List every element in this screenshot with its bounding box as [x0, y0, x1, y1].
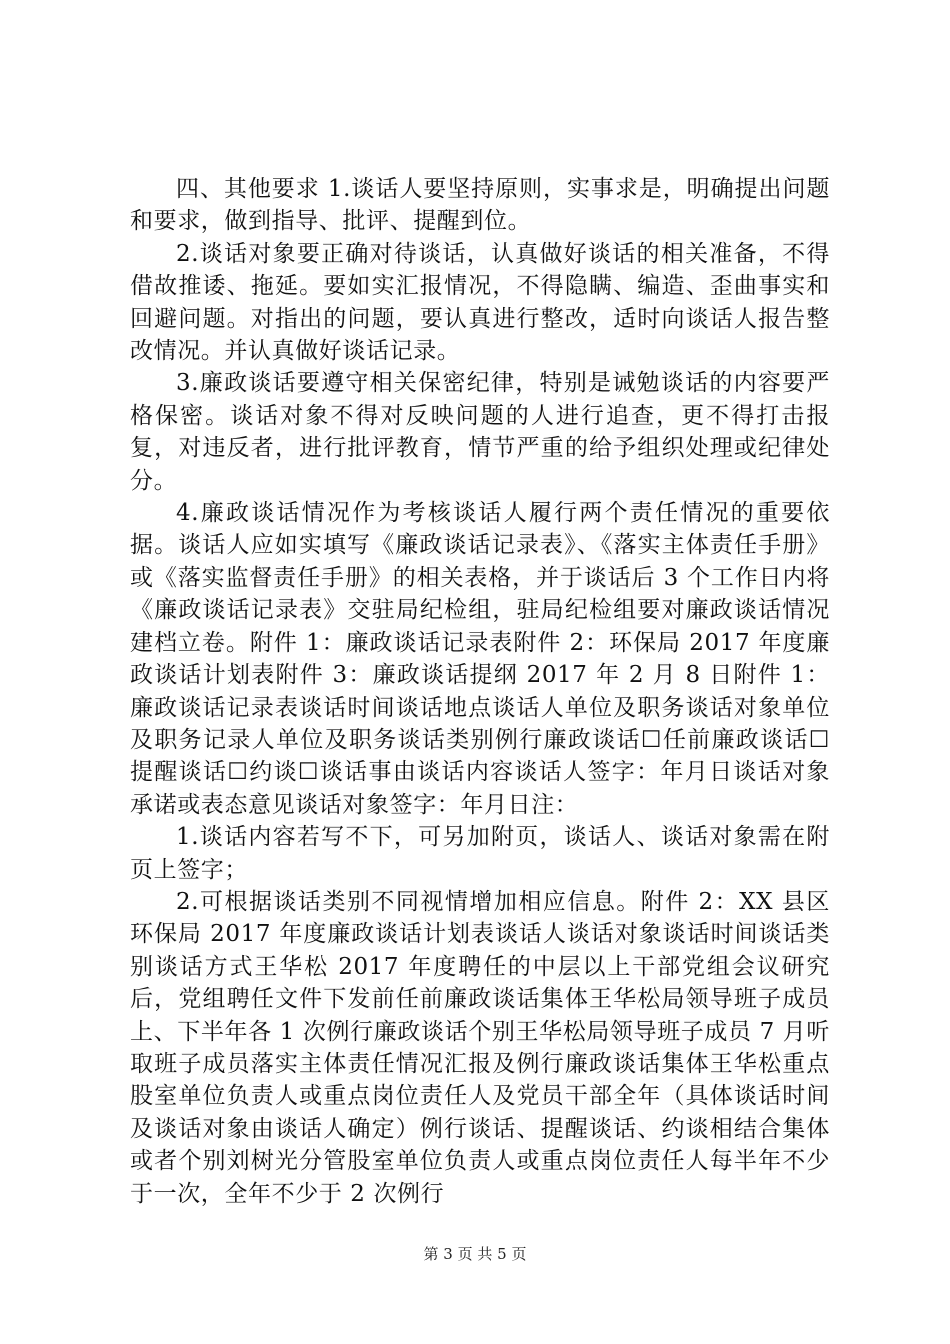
- page-footer: 第 3 页 共 5 页: [423, 1245, 527, 1263]
- paragraph-requirement-2: 2.谈话对象要正确对待谈话，认真做好谈话的相关准备，不得借故推诿、拖延。要如实汇报情况，不得隐瞒、编造、歪曲事实和回避问题。对指出的问题，要认真进行整改，适时向谈话人报告整改情况。并认真做好谈话记录。: [130, 240, 830, 365]
- body-text: [130, 173, 830, 1210]
- paragraph-note-2: 2.可根据谈话类别不同视情增加相应信息。附件 2：XX 县区环保局 2017 年度廉政谈话计划表谈话人谈话对象谈话时间谈话类别谈话方式王华松 2017 年度聘任的中层以上干部党组会议研究后，党组聘任文件下发前任前廉政谈话集体王华松局领导班子成员上、下半年各 1 次例行廉政谈话个别王华松局领导班子成员 7 月听取班子成员落实主体责任情况汇报及例行廉政谈话集体王华松重点股室单位负责人或重点岗位责任人及党员干部全年（具体谈话时间及谈话对象由谈话人确定）例行谈话、提醒谈话、约谈相结合集体或者个别刘树光分管股室单位负责人或重点岗位责任人每半年不少于一次，全年不少于 2 次例行: [130, 888, 830, 1207]
- paragraph-note-1: 1.谈话内容若写不下，可另加附页，谈话人、谈话对象需在附页上签字；: [130, 824, 830, 883]
- paragraph-requirement-4: 4.廉政谈话情况作为考核谈话人履行两个责任情况的重要依据。谈话人应如实填写《廉政谈话记录表》、《落实主体责任手册》或《落实监督责任手册》的相关表格，并于谈话后 3 个工作日内将《廉政谈话记录表》交驻局纪检组，驻局纪检组要对廉政谈话情况建档立卷。附件 1：廉政谈话记录表附件 2：环保局 2017 年度廉政谈话计划表附件 3：廉政谈话提纲 2017 年 2 月 8 日附件 1：廉政谈话记录表谈话时间谈话地点谈话人单位及职务谈话对象单位及职务记录人单位及职务谈话类别例行廉政谈话☐任前廉政谈话☐提醒谈话☐约谈☐谈话事由谈话内容谈话人签字：年月日谈话对象承诺或表态意见谈话对象签字：年月日注：: [130, 500, 830, 818]
- paragraph-requirement-3: 3.廉政谈话要遵守相关保密纪律，特别是诫勉谈话的内容要严格保密。谈话对象不得对反映问题的人进行追查，更不得打击报复，对违反者，进行批评教育，情节严重的给予组织处理或纪律处分。: [130, 370, 830, 494]
- paragraph-other-requirements: 四、其他要求 1.谈话人要坚持原则，实事求是，明确提出问题和要求，做到指导、批评、提醒到位。: [130, 176, 830, 235]
